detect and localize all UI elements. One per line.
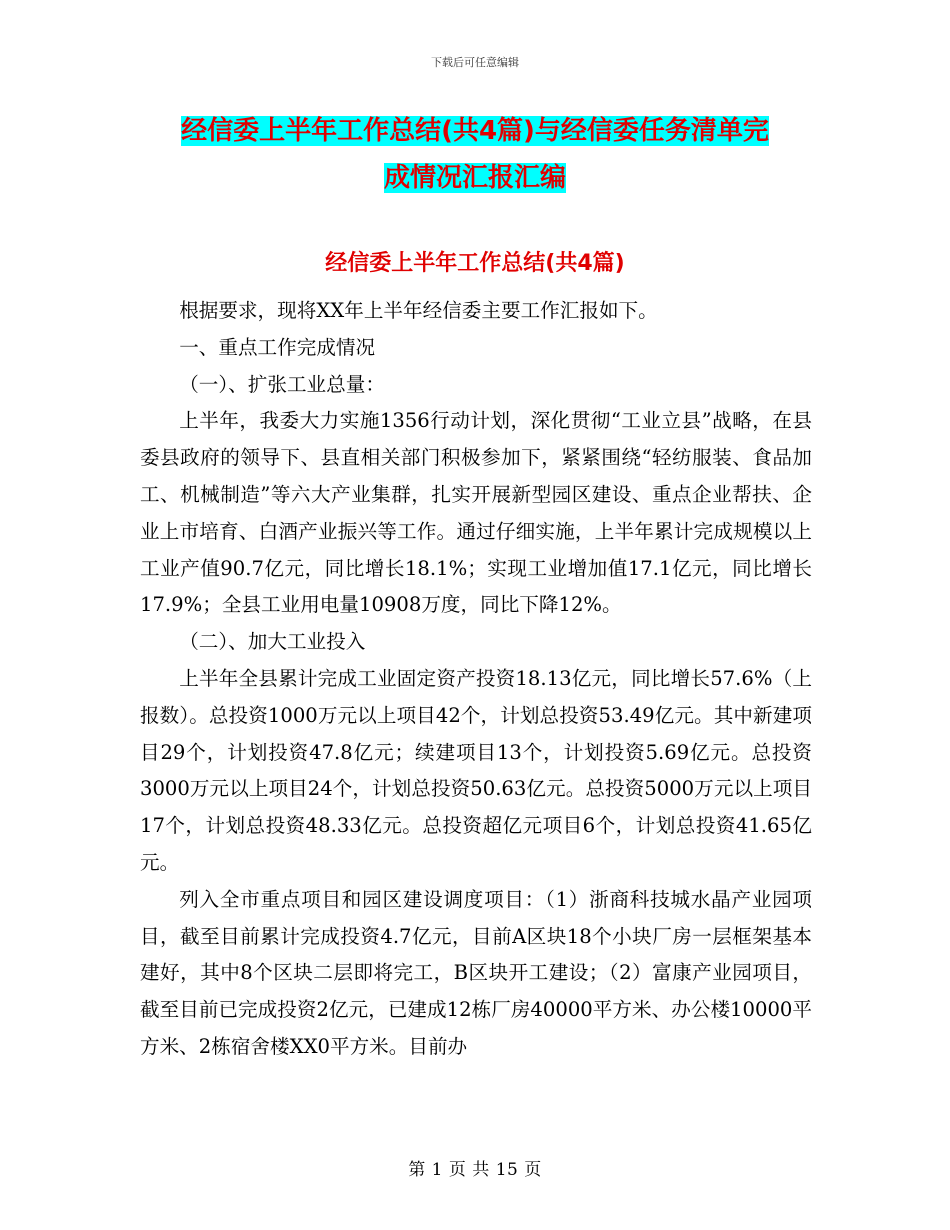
heading-key-work: 一、重点工作完成情况 <box>179 335 376 359</box>
paragraph-key-projects: 列入全市重点项目和园区建设调度项目：（1）浙商科技城水晶产业园项目，截至目前累计完成投资4.7亿元，目前A区块18个小块厂房一层框架基本建好，其中8个区块二层即将完工，B区块开工建设；（2）富康产业园项目，截至目前已完成投资2亿元，已建成12栋厂房40000平方米、办公楼10000平方米、2栋宿舍楼XX0平方米。目前办 <box>140 887 812 1058</box>
heading-expand-industry: （一）、扩张工业总量： <box>179 372 385 396</box>
document-title <box>140 108 810 202</box>
page-number-footer: 第 1 页 共 15 页 <box>408 1160 542 1180</box>
header-note: 下载后可任意编辑 <box>431 56 519 69</box>
section-subtitle: 经信委上半年工作总结(共4篇) <box>325 251 625 276</box>
paragraph-intro: 根据要求，现将XX年上半年经信委主要工作汇报如下。 <box>179 299 658 322</box>
paragraph-investment: 上半年全县累计完成工业固定资产投资18.13亿元，同比增长57.6%（上报数）。总投资1000万元以上项目42个，计划总投资53.49亿元。其中新建项目29个，计划投资47.8亿元；续建项目13个，计划投资5.69亿元。总投资3000万元以上项目24个，计划总投资50.63亿元。总投资5000万元以上项目17个，计划总投资48.33亿元。总投资超亿元项目6个，计划总投资41.65亿元。 <box>140 666 812 874</box>
document-title-line-2: 成情况汇报汇编 <box>383 163 566 193</box>
document-title-line-1: 经信委上半年工作总结(共4篇)与经信委任务清单完 <box>181 116 769 146</box>
paragraph-industry-output: 上半年，我委大力实施1356行动计划，深化贯彻“工业立县”战略，在县委县政府的领导下、县直相关部门积极参加下，紧紧围绕“轻纺服装、食品加工、机械制造”等六大产业集群，扎实开展新型园区建设、重点企业帮扶、企业上市培育、白酒产业振兴等工作。通过仔细实施，上半年累计完成规模以上工业产值90.7亿元，同比增长18.1%；实现工业增加值17.1亿元，同比增长17.9%；全县工业用电量10908万度，同比下降12%。 <box>140 409 812 617</box>
heading-industrial-investment: （二）、加大工业投入 <box>179 630 366 654</box>
document-body <box>140 293 812 1066</box>
